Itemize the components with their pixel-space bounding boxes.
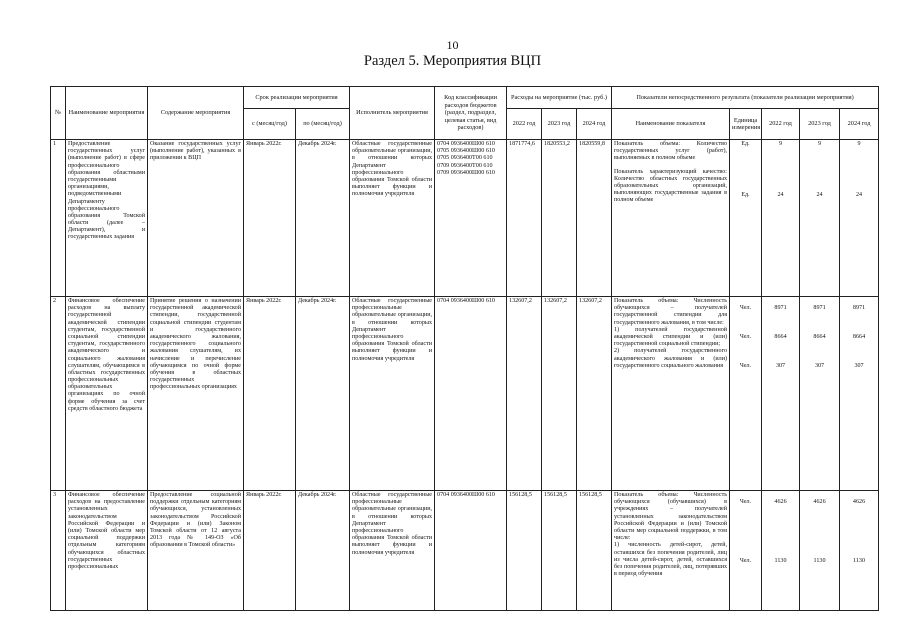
indicator-name: 1) численность детей-сирот, детей, оставшихся без попечения родителей, лиц из числа детей-сирот, детей, оставшихся без попечения родителей, лиц, потерявших в период обучения [614, 542, 728, 578]
row-name: Финансовое обеспечение расходов на предоставление установленных законодательством Российской Федерации и (или) Томской области мер социальной поддержки отдельным категориям обучающихся областных государственных профессиональных [66, 491, 148, 611]
row-units [730, 297, 762, 491]
indicator-value: 24 [816, 192, 823, 199]
indicator-name: Показатель объема: Численность обучающихся (обучавшихся) в учреждениях – получателей установленных законодательством Российской Федерации и (или) Томской области мер социальной поддержки, в том числе: [614, 492, 728, 542]
indicator-value: 9 [778, 141, 783, 147]
row-codes [435, 140, 507, 297]
row-indicators [612, 491, 730, 611]
indicator-value: 24 [777, 192, 784, 199]
indicator-unit: Чел. [739, 305, 752, 311]
indicator-name: Показатель объема: Численность обучающихся – получателей государственной стипендии для государственного жалования, в том числе: [614, 298, 728, 326]
row-from: Январь 2022г. [244, 297, 296, 491]
row-executor: Областные государственные образовательные организации, в отношении которых Департамент профессионального образования Томской области выполняет функции и полномочия учредителя [350, 140, 435, 297]
row-expense-2023: 1820553,2 [542, 140, 577, 297]
indicator-value: 9 [817, 141, 822, 147]
row-indicators [612, 297, 730, 491]
indicator-value: 8664 [813, 334, 826, 341]
budget-code: 0704 0936400Ш00 610 [437, 298, 495, 304]
header-expense-2023: 2023 год [542, 109, 577, 140]
indicator-value: 8971 [813, 305, 826, 311]
row-content: Предоставление социальной поддержки отдельным категориям обучающихся, установленных законодательством Российской Федерации и (или) Законом Томской области от 12 августа 2013 года № 149-ОЗ «Об образовании в Томской области» [148, 491, 244, 611]
indicator-name: Показатель объема: Количество государственных услуг (работ), выполняемых в полном объеме [614, 141, 728, 162]
row-executor: Областные государственные профессиональные образовательные организации, в отношении которых Департамент профессионального образования Томской области выполняет функции и полномочия учредителя [350, 491, 435, 611]
row-expense-2024: 1820559,8 [577, 140, 612, 297]
table-row [51, 140, 879, 297]
row-values-2023 [800, 140, 840, 297]
header-term-to: по (месяц/год) [296, 109, 350, 140]
row-expense-2024: 132607,2 [577, 297, 612, 491]
header-expenses: Расходы на мероприятие (тыс. руб.) [507, 87, 612, 109]
row-values-2024 [840, 140, 879, 297]
header-results: Показатели непосредственного результата (показатели реализации мероприятия) [612, 87, 879, 109]
budget-code: 0705 0936400Ш00 610 [437, 148, 495, 155]
indicator-value: 1130 [813, 558, 826, 565]
indicator-value: 8664 [774, 334, 787, 341]
header-result-2022: 2022 год [762, 109, 800, 140]
header-result-2024: 2024 год [840, 109, 879, 140]
indicator-name: 2) получателей государственного академического жалования и (или) государственного социального жалования [614, 348, 728, 369]
table-row [51, 297, 879, 491]
row-to: Декабрь 2024г. [296, 491, 350, 611]
indicator-value: 8971 [852, 305, 866, 311]
row-values-2022 [762, 491, 800, 611]
table-row [51, 491, 879, 611]
indicator-unit: Ед. [741, 192, 750, 199]
indicator-value: 8971 [774, 305, 787, 311]
indicator-value: 4626 [774, 499, 787, 505]
header-content: Содержание мероприятия [148, 87, 244, 140]
row-codes [435, 491, 507, 611]
header-unit: Единица измерения [730, 109, 762, 140]
row-values-2022 [762, 297, 800, 491]
indicator-value: 307 [775, 363, 786, 370]
row-content: Оказание государственных услуг (выполнение работ), указанных в приложении к ВЦП [148, 140, 244, 297]
row-values-2024 [840, 491, 879, 611]
measures-table [50, 86, 879, 611]
header-expense-2022: 2022 год [507, 109, 542, 140]
row-executor: Областные государственные профессиональные образовательные организации, в отношении которых Департамент профессионального образования Томской области выполняет функции и полномочия учредителя [350, 297, 435, 491]
row-units [730, 140, 762, 297]
indicator-unit: Чел. [739, 499, 752, 505]
row-expense-2022: 1871774,6 [507, 140, 542, 297]
row-expense-2024: 156128,5 [577, 491, 612, 611]
row-from: Январь 2022г. [244, 140, 296, 297]
indicator-name: 1) получателей государственной академической стипендии и (или) государственной социальной стипендии; [614, 326, 728, 348]
budget-code: 0705 0936400Т00 610 [437, 155, 493, 162]
header-num: № [51, 87, 66, 140]
row-num: 3 [51, 491, 66, 611]
budget-code: 0709 0936400Т00 610 [437, 162, 493, 169]
header-result-2023: 2023 год [800, 109, 840, 140]
indicator-value: 8664 [852, 334, 866, 341]
budget-code: 0704 0936400Ш00 610 [437, 141, 495, 147]
row-content: Принятие решения о назначении государственной академической стипендии, государственной социальной стипендии студентам и государственного академического жалования, государственного социального жалования слушателям, их начисление и перечисление обучающимся по очной форме обучения в областных государственных профессиональных организациях [148, 297, 244, 491]
row-to: Декабрь 2024г. [296, 140, 350, 297]
header-name: Наименование мероприятия [66, 87, 148, 140]
row-values-2024 [840, 297, 879, 491]
row-to: Декабрь 2024г. [296, 297, 350, 491]
indicator-value: 307 [814, 363, 825, 370]
page-number: 10 [446, 38, 459, 52]
indicator-name: Показатель характеризующий качество: Количество областных государственных образовательных организаций, выполняющих государственные задания в полном объеме [614, 168, 728, 204]
row-units [730, 491, 762, 611]
indicator-unit: Чел. [739, 334, 752, 341]
indicator-value: 307 [854, 363, 864, 370]
row-num: 2 [51, 297, 66, 491]
row-values-2022 [762, 140, 800, 297]
header-term-from: с (месяц/год) [244, 109, 296, 140]
row-name: Предоставление государственных услуг (выполнение работ) в сфере профессионального образования областными государственными организациями, подведомственными Департаменту профессионального образования Томской области (далее – Департамент), и государственных задания [66, 140, 148, 297]
row-values-2023 [800, 491, 840, 611]
row-from: Январь 2022г. [244, 491, 296, 611]
budget-code: 0709 0936400Ш00 610 [437, 169, 495, 176]
indicator-value: 1130 [853, 558, 865, 565]
indicator-value: 24 [855, 192, 863, 199]
row-values-2023 [800, 297, 840, 491]
row-num: 1 [51, 140, 66, 297]
row-expense-2023: 132607,2 [542, 297, 577, 491]
indicator-value: 4626 [813, 499, 826, 505]
header-executor: Исполнитель мероприятия [350, 87, 435, 140]
header-indicator-name: Наименование показателя [612, 109, 730, 140]
header-term: Срок реализации мероприятия [244, 87, 350, 109]
row-expense-2022: 156128,5 [507, 491, 542, 611]
indicator-unit: Ед. [741, 141, 750, 147]
row-expense-2023: 156128,5 [542, 491, 577, 611]
indicator-value: 4626 [852, 499, 866, 505]
row-expense-2022: 132607,2 [507, 297, 542, 491]
indicator-value: 9 [857, 141, 861, 147]
row-indicators [612, 140, 730, 297]
section-title: Раздел 5. Мероприятия ВЦП [363, 53, 542, 69]
indicator-unit: Чел. [739, 558, 752, 565]
budget-code: 0704 0936400Ш00 610 [437, 492, 495, 498]
row-name: Финансовое обеспечение расходов на выплату государственной академической стипендии студентам, государственной социальной стипендии студентам, государственного академического и социального жалования слушателям, обучающимся в областных государственных профессиональных образовательных организациях по очной форме обучения за счет средств областного бюджета [66, 297, 148, 491]
indicator-value: 1130 [774, 558, 787, 565]
indicator-unit: Чел. [739, 363, 752, 370]
header-budget-code: Код классификации расходов бюджетов (раздел, подраздел, целевая статья, вид расходов) [435, 87, 507, 140]
row-codes [435, 297, 507, 491]
header-expense-2024: 2024 год [577, 109, 612, 140]
